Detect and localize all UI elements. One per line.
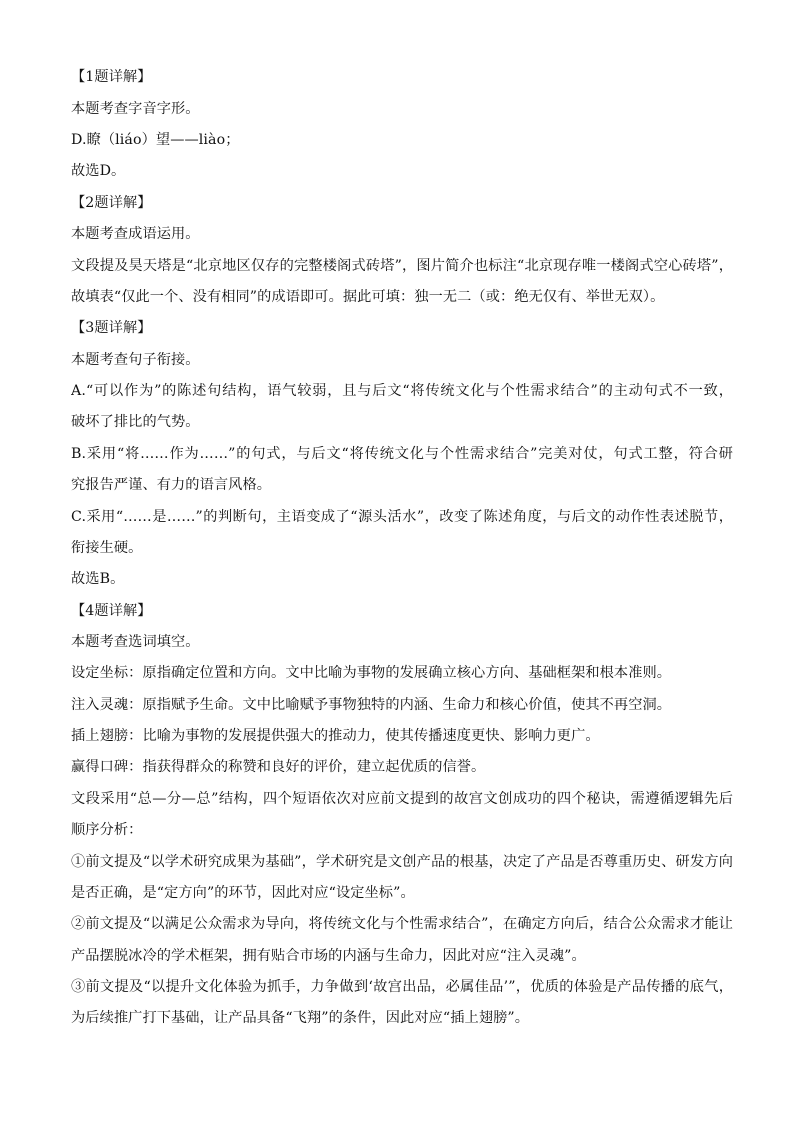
text-line: 本题考查成语运用。 xyxy=(71,226,200,242)
text-line: ①前文提及“以学术研究成果为基础”，学术研究是文创产品的根基，决定了产品是否尊重历史、研发方向 xyxy=(71,854,733,870)
text-line: 注入灵魂：原指赋予生命。文中比喻赋予事物独特的内涵、生命力和核心价值，使其不再空洞。 xyxy=(71,697,672,713)
text-line: 为后续推广打下基础，让产品具备“飞翔”的条件，因此对应“插上翅膀”。 xyxy=(71,1010,530,1026)
section-heading-q4: 【4题详解】 xyxy=(71,603,152,619)
section-heading-q3: 【3题详解】 xyxy=(71,320,152,336)
section-heading-q2: 【2题详解】 xyxy=(71,195,152,211)
text-line: D.瞭（liáo）望——liào； xyxy=(71,132,240,148)
text-line: 是否正确，是“定方向”的环节，因此对应“设定坐标”。 xyxy=(71,885,415,901)
text-line: 究报告严谨、有力的语言风格。 xyxy=(71,477,272,493)
text-line: 本题考查选词填空。 xyxy=(71,634,200,650)
text-line: 故填表“仅此一个、没有相同”的成语即可。据此可填：独一无二（或：绝无仅有、举世无双）。 xyxy=(71,289,665,305)
text-line: 衔接生硬。 xyxy=(71,540,143,556)
text-line: 赢得口碑：指获得群众的称赞和良好的评价，建立起优质的信誉。 xyxy=(71,759,486,775)
text-line: ②前文提及“以满足公众需求为导向，将传统文化与个性需求结合”，在确定方向后，结合公众需求才能让 xyxy=(71,916,733,932)
text-line: 文段采用“总—分—总”结构，四个短语依次对应前文提到的故宫文创成功的四个秘诀，需遵循逻辑先后 xyxy=(71,791,733,807)
text-line: 本题考查句子衔接。 xyxy=(71,352,200,368)
text-line: 故选B。 xyxy=(71,571,125,587)
text-line: 插上翅膀：比喻为事物的发展提供强大的推动力，使其传播速度更快、影响力更广。 xyxy=(71,728,600,744)
section-heading-q1: 【1题详解】 xyxy=(71,69,152,85)
text-line: 文段提及昊天塔是“北京地区仅存的完整楼阁式砖塔”，图片简介也标注“北京现存唯一楼阁式空心砖塔”， xyxy=(71,258,733,274)
text-line: ③前文提及“以提升文化体验为抓手，力争做到‘故宫出品，必属佳品’”，优质的体验是产品传播的底气， xyxy=(71,979,733,995)
text-line: 破坏了排比的气势。 xyxy=(71,414,200,430)
text-line: 产品摆脱冰冷的学术框架，拥有贴合市场的内涵与生命力，因此对应“注入灵魂”。 xyxy=(71,948,586,964)
text-line: 故选D。 xyxy=(71,163,126,179)
text-line: 设定坐标：原指确定位置和方向。文中比喻为事物的发展确立核心方向、基础框架和根本准则。 xyxy=(71,665,672,681)
text-line: 顺序分析： xyxy=(71,822,143,838)
text-line: C.采用“……是……”的判断句，主语变成了“源头活水”，改变了陈述角度，与后文的动作性表述脱节， xyxy=(71,509,733,525)
text-line: 本题考查字音字形。 xyxy=(71,101,200,117)
text-line: A.“可以作为”的陈述句结构，语气较弱，且与后文“将传统文化与个性需求结合”的主动句式不一致， xyxy=(71,383,733,399)
text-line: B.采用“将……作为……”的句式，与后文“将传统文化与个性需求结合”完美对仗，句式工整，符合研 xyxy=(71,446,733,462)
